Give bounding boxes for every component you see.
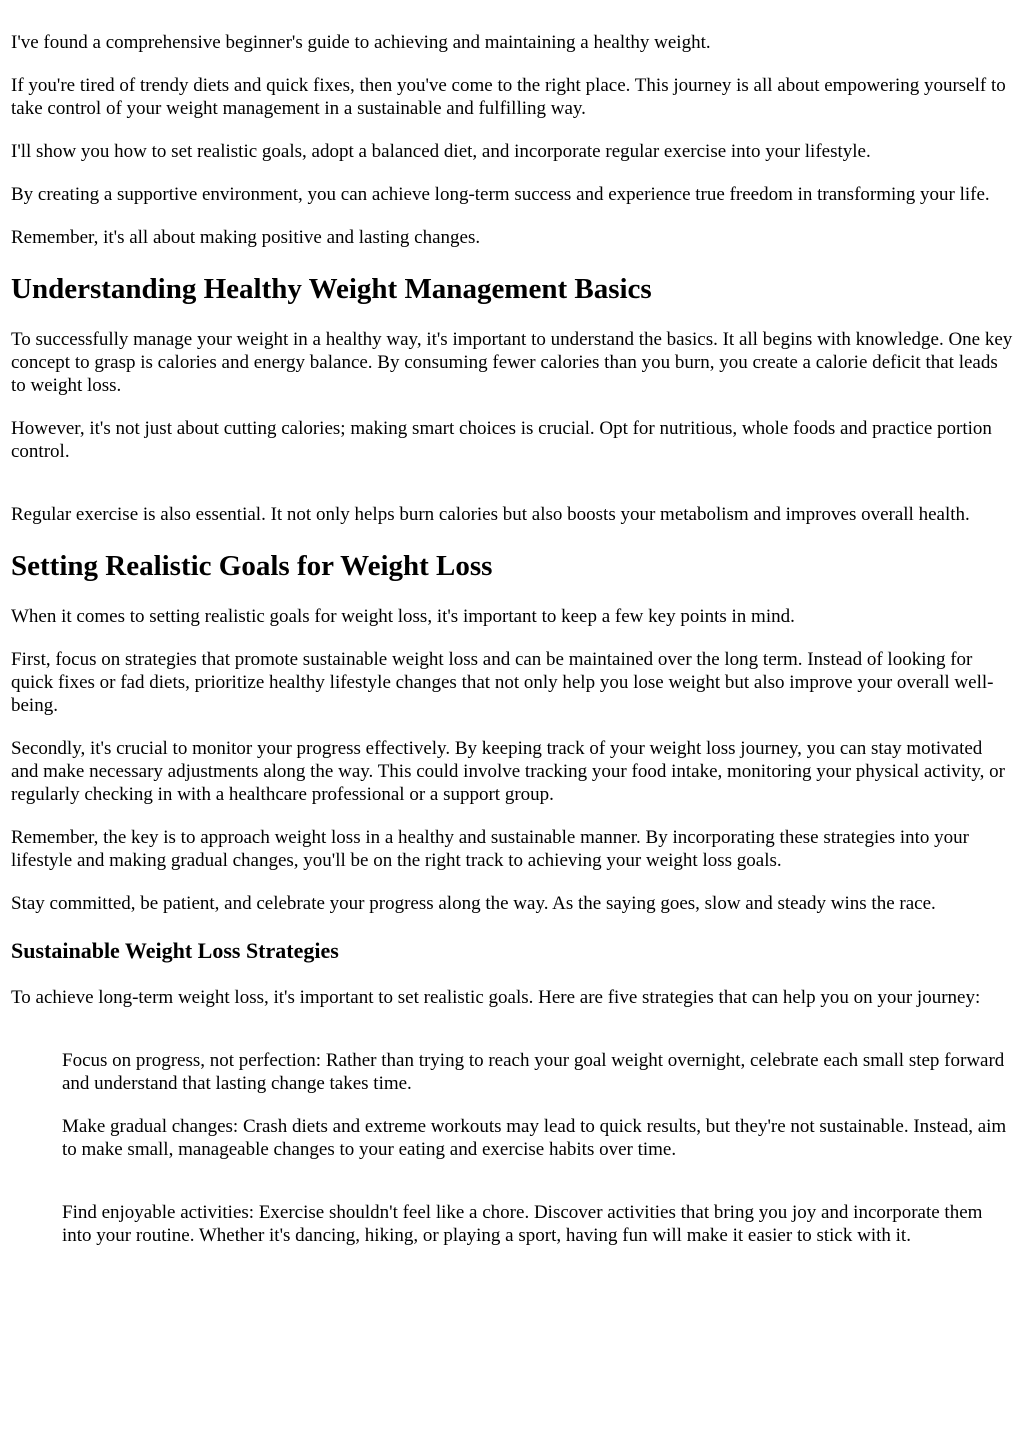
body-paragraph: When it comes to setting realistic goals for weight loss, it's important to keep a few key points in mind.: [11, 606, 795, 627]
list-item: Focus on progress, not perfection: Rather than trying to reach your goal weight overnight, celebrate each small step forward and understand that lasting change takes time.: [62, 1050, 1005, 1094]
body-paragraph: To achieve long-term weight loss, it's important to set realistic goals. Here are five strategies that can help you on your journey:: [11, 987, 981, 1008]
intro-paragraph: If you're tired of trendy diets and quick fixes, then you've come to the right place. This journey is all about empowering yourself to take control of your weight management in a sustainable and fulfilling way.: [11, 75, 1006, 119]
body-paragraph: Secondly, it's crucial to monitor your progress effectively. By keeping track of your weight loss journey, you can stay motivated and make necessary adjustments along the way. This could involve tracking your food intake, monitoring your physical activity, or regularly checking in with a healthcare professional or a support group.: [11, 738, 1005, 805]
intro-paragraph: Remember, it's all about making positive and lasting changes.: [11, 227, 481, 248]
intro-paragraph: I'll show you how to set realistic goals, adopt a balanced diet, and incorporate regular exercise into your lifestyle.: [11, 141, 871, 162]
body-paragraph: However, it's not just about cutting calories; making smart choices is crucial. Opt for nutritious, whole foods and practice portion control.: [11, 418, 992, 462]
list-item: Make gradual changes: Crash diets and extreme workouts may lead to quick results, but they're not sustainable. Instead, aim to make small, manageable changes to your eating and exercise habits over time.: [62, 1116, 1007, 1160]
body-paragraph: Remember, the key is to approach weight loss in a healthy and sustainable manner. By incorporating these strategies into your lifestyle and making gradual changes, you'll be on the right track to achieving your weight loss goals.: [11, 827, 969, 871]
section-heading-weight-management-basics: Understanding Healthy Weight Management Basics: [11, 273, 652, 305]
intro-paragraph: By creating a supportive environment, you can achieve long-term success and experience true freedom in transforming your life.: [11, 184, 990, 205]
body-paragraph: To successfully manage your weight in a healthy way, it's important to understand the basics. It all begins with knowledge. One key concept to grasp is calories and energy balance. By consuming fewer calories than you burn, you create a calorie deficit that leads to weight loss.: [11, 329, 1013, 396]
body-paragraph: Stay committed, be patient, and celebrate your progress along the way. As the saying goes, slow and steady wins the race.: [11, 893, 936, 914]
subsection-heading-sustainable-strategies: Sustainable Weight Loss Strategies: [11, 938, 339, 963]
intro-paragraph: I've found a comprehensive beginner's guide to achieving and maintaining a healthy weight.: [11, 32, 711, 53]
body-paragraph: First, focus on strategies that promote sustainable weight loss and can be maintained over the long term. Instead of looking for quick fixes or fad diets, prioritize healthy lifestyle changes that not only help you lose weight but also improve your overall well-being.: [11, 649, 994, 716]
body-paragraph: Regular exercise is also essential. It not only helps burn calories but also boosts your metabolism and improves overall health.: [11, 504, 970, 525]
section-heading-realistic-goals: Setting Realistic Goals for Weight Loss: [11, 550, 493, 582]
strategy-list: [11, 1049, 1013, 1247]
list-item: Find enjoyable activities: Exercise shouldn't feel like a chore. Discover activities that bring you joy and incorporate them into your routine. Whether it's dancing, hiking, or playing a sport, having fun will make it easier to stick with it.: [62, 1202, 983, 1246]
